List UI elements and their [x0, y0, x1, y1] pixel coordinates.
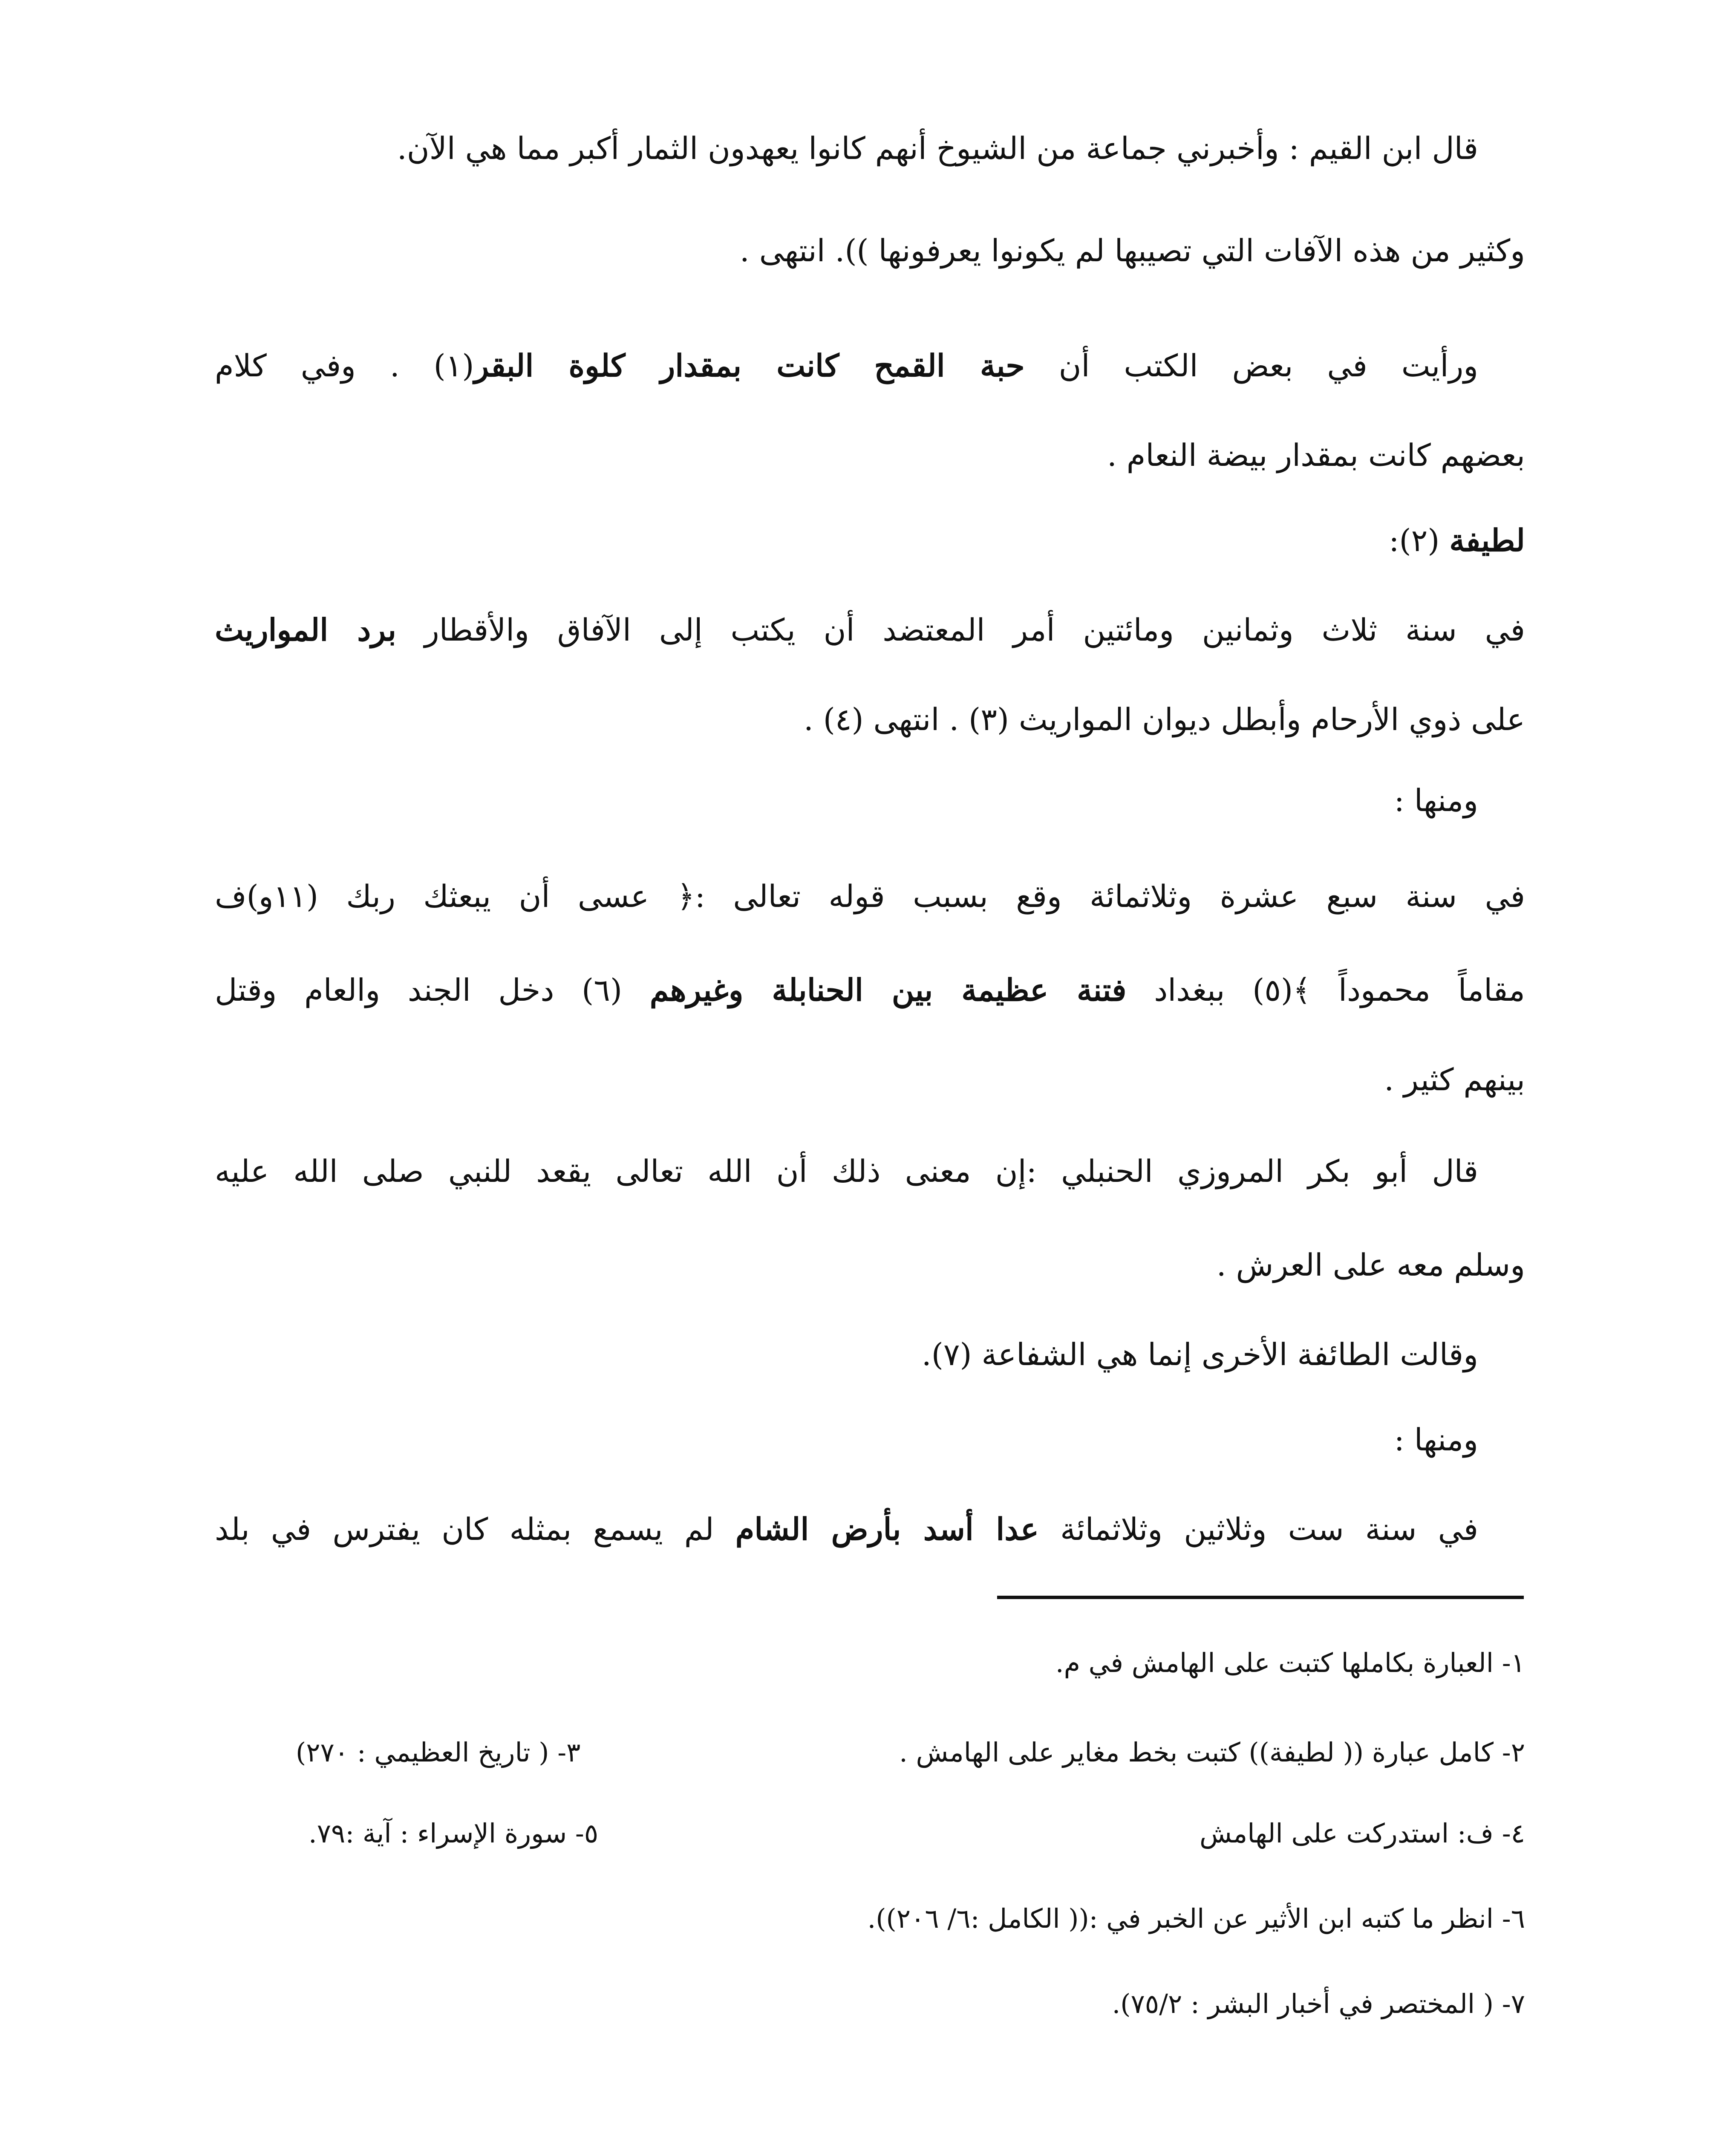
- bold-text: لطيفة: [1449, 522, 1525, 558]
- text-span: على ذوي الأرحام وأبطل ديوان المواريث (٣) . انتهى (٤) .: [803, 702, 1525, 737]
- bold-text: برد المواريث: [215, 612, 397, 648]
- text-span: مقاماً محموداً ﴾(٥) ببغداد: [1126, 972, 1525, 1008]
- paragraph-line: [215, 699, 1525, 740]
- text-span: (٢):: [1389, 523, 1450, 558]
- text-span: ومنها :: [1394, 1422, 1478, 1458]
- footnote-separator: [997, 1596, 1524, 1599]
- footnote-1: ١- العبارة بكاملها كتبت على الهامش في م.: [1055, 1647, 1525, 1678]
- paragraph-line: [215, 609, 1525, 650]
- paragraph-line: [215, 1334, 1525, 1375]
- text-span: (١) . وفي كلام: [215, 348, 474, 384]
- text-span: قال ابن القيم : وأخبرني جماعة من الشيوخ أنهم كانوا يعهدون الثمار أكبر مما هي الآن.: [397, 130, 1478, 166]
- paragraph-line: [215, 128, 1525, 169]
- paragraph-line: [215, 1151, 1525, 1192]
- paragraph-line: [215, 345, 1525, 386]
- text-span: وسلم معه على العرش .: [1216, 1247, 1525, 1283]
- text-span: في سنة سبع عشرة وثلاثمائة وقع بسبب قوله تعالى :﴿ عسى أن يبعثك ربك (١١و)ف: [215, 878, 1525, 914]
- paragraph-line: [215, 1509, 1525, 1550]
- footnote-7: ٧- ( المختصر في أخبار البشر : ٧٥/٢).: [1112, 1988, 1525, 2019]
- text-span: في سنة ثلاث وثمانين ومائتين أمر المعتضد أن يكتب إلى الآفاق والأقطار: [396, 612, 1525, 648]
- paragraph-line: [215, 435, 1525, 476]
- text-span: ورأيت في بعض الكتب أن: [1024, 348, 1478, 384]
- paragraph-line: [215, 780, 1525, 821]
- text-span: بينهم كثير .: [1384, 1062, 1525, 1097]
- footnote-5: ٥- سورة الإسراء : آية :٧٩.: [309, 1818, 599, 1849]
- paragraph-line: [215, 1245, 1525, 1285]
- text-span: لم يسمع بمثله كان يفترس في بلد: [215, 1511, 735, 1547]
- text-span: وكثير من هذه الآفات التي تصيبها لم يكونوا يعرفونها )). انتهى .: [739, 233, 1525, 269]
- footnote-3: ٣- ( تاريخ العظيمي : ٢٧٠): [296, 1737, 581, 1768]
- bold-text: عدا أسد بأرض الشام: [735, 1511, 1039, 1547]
- text-span: بعضهم كانت بمقدار بيضة النعام .: [1107, 437, 1525, 473]
- footnote-4: ٤- ف: استدركت على الهامش: [1199, 1818, 1525, 1849]
- text-span: في سنة ست وثلاثين وثلاثمائة: [1038, 1511, 1478, 1547]
- text-span: (٦) دخل الجند والعام وقتل: [215, 972, 650, 1008]
- paragraph-line: [215, 230, 1525, 271]
- text-span: ومنها :: [1394, 783, 1478, 818]
- paragraph-line: [215, 876, 1525, 917]
- paragraph-line: [215, 970, 1525, 1011]
- section-heading: [215, 520, 1525, 561]
- bold-text: فتنة عظيمة بين الحنابلة وغيرهم: [649, 972, 1127, 1008]
- footnote-2: ٢- كامل عبارة (( لطيفة)) كتبت بخط مغاير على الهامش .: [899, 1737, 1525, 1768]
- text-span: قال أبو بكر المروزي الحنبلي :إن معنى ذلك أن الله تعالى يقعد للنبي صلى الله عليه: [215, 1153, 1478, 1189]
- text-span: وقالت الطائفة الأخرى إنما هي الشفاعة (٧).: [921, 1337, 1478, 1372]
- paragraph-line: [215, 1419, 1525, 1460]
- bold-text: حبة القمح كانت بمقدار كلوة البقر: [474, 347, 1025, 384]
- footnote-6: ٦- انظر ما كتبه ابن الأثير عن الخبر في :(( الكامل :٦/ ٢٠٦)).: [867, 1903, 1525, 1934]
- paragraph-line: [215, 1059, 1525, 1100]
